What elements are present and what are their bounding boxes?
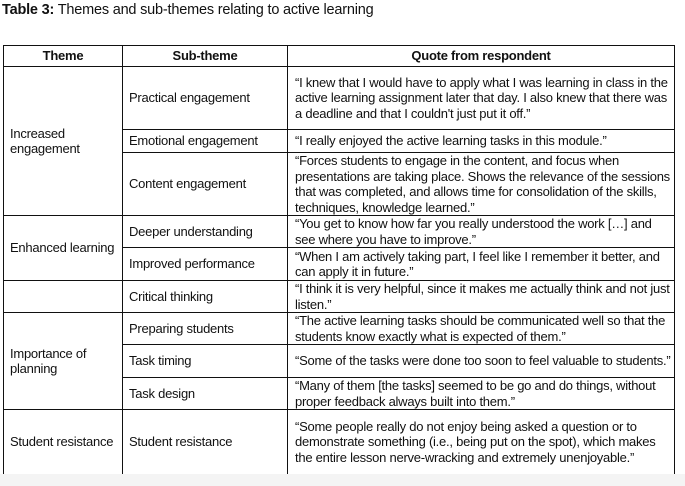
quote-cell: “I really enjoyed the active learning tasks in this module.”: [288, 130, 675, 153]
subtheme-cell: Task design: [123, 378, 288, 410]
quote-cell: “I knew that I would have to apply what I was learning in class in the active learning assignment later that day. I also knew that there was a deadline and that I couldn't just put it off.”: [288, 67, 675, 130]
theme-cell: Importance of planning: [4, 313, 123, 410]
subtheme-cell: Student resistance: [123, 410, 288, 475]
theme-cell: Enhanced learning: [4, 216, 123, 281]
quote-cell: “I think it is very helpful, since it makes me actually think and not just listen.”: [288, 281, 675, 313]
quote-cell: “Many of them [the tasks] seemed to be go and do things, without proper feedback always built into them.”: [288, 378, 675, 410]
quote-cell: “Some of the tasks were done too soon to feel valuable to students.”: [288, 345, 675, 378]
quote-cell: “The active learning tasks should be communicated well so that the students know exactly what is expected of them.”: [288, 313, 675, 345]
quote-cell: “You get to know how far you really understood the work […] and see where you have to improve.”: [288, 216, 675, 248]
quote-cell: “Forces students to engage in the content, and focus when presentations are taking place. Shows the relevance of the sessions that was completed, and allows time for consolidation of the skills, techniques, knowledge learned.”: [288, 153, 675, 216]
subtheme-cell: Critical thinking: [123, 281, 288, 313]
table-caption: [2, 2, 374, 18]
quote-cell: “Some people really do not enjoy being asked a question or to demonstrate something (i.e., being put on the spot), which makes the entire lesson nerve-wracking and extremely unenjoyable.”: [288, 410, 675, 475]
theme-cell: [4, 281, 123, 313]
header-row: [4, 46, 675, 67]
subtheme-cell: Emotional engagement: [123, 130, 288, 153]
subtheme-cell: Improved performance: [123, 248, 288, 281]
table-row: [4, 216, 675, 248]
page-bottom-strip: [0, 474, 685, 486]
table-row: [4, 313, 675, 345]
subtheme-cell: Practical engagement: [123, 67, 288, 130]
quote-cell: “When I am actively taking part, I feel like I remember it better, and can apply it in future.”: [288, 248, 675, 281]
subtheme-cell: Preparing students: [123, 313, 288, 345]
theme-cell: Student resistance: [4, 410, 123, 475]
subtheme-cell: Deeper understanding: [123, 216, 288, 248]
table-row: [4, 67, 675, 130]
table-row: [4, 410, 675, 475]
header-theme: Theme: [4, 46, 123, 67]
theme-cell: Increased engagement: [4, 67, 123, 216]
caption-label: Table 3:: [2, 2, 55, 18]
subtheme-cell: Content engagement: [123, 153, 288, 216]
subtheme-cell: Task timing: [123, 345, 288, 378]
themes-table: [3, 45, 675, 475]
table-row: [4, 281, 675, 313]
header-quote: Quote from respondent: [288, 46, 675, 67]
header-subtheme: Sub-theme: [123, 46, 288, 67]
caption-text: Themes and sub-themes relating to active learning: [54, 2, 374, 18]
